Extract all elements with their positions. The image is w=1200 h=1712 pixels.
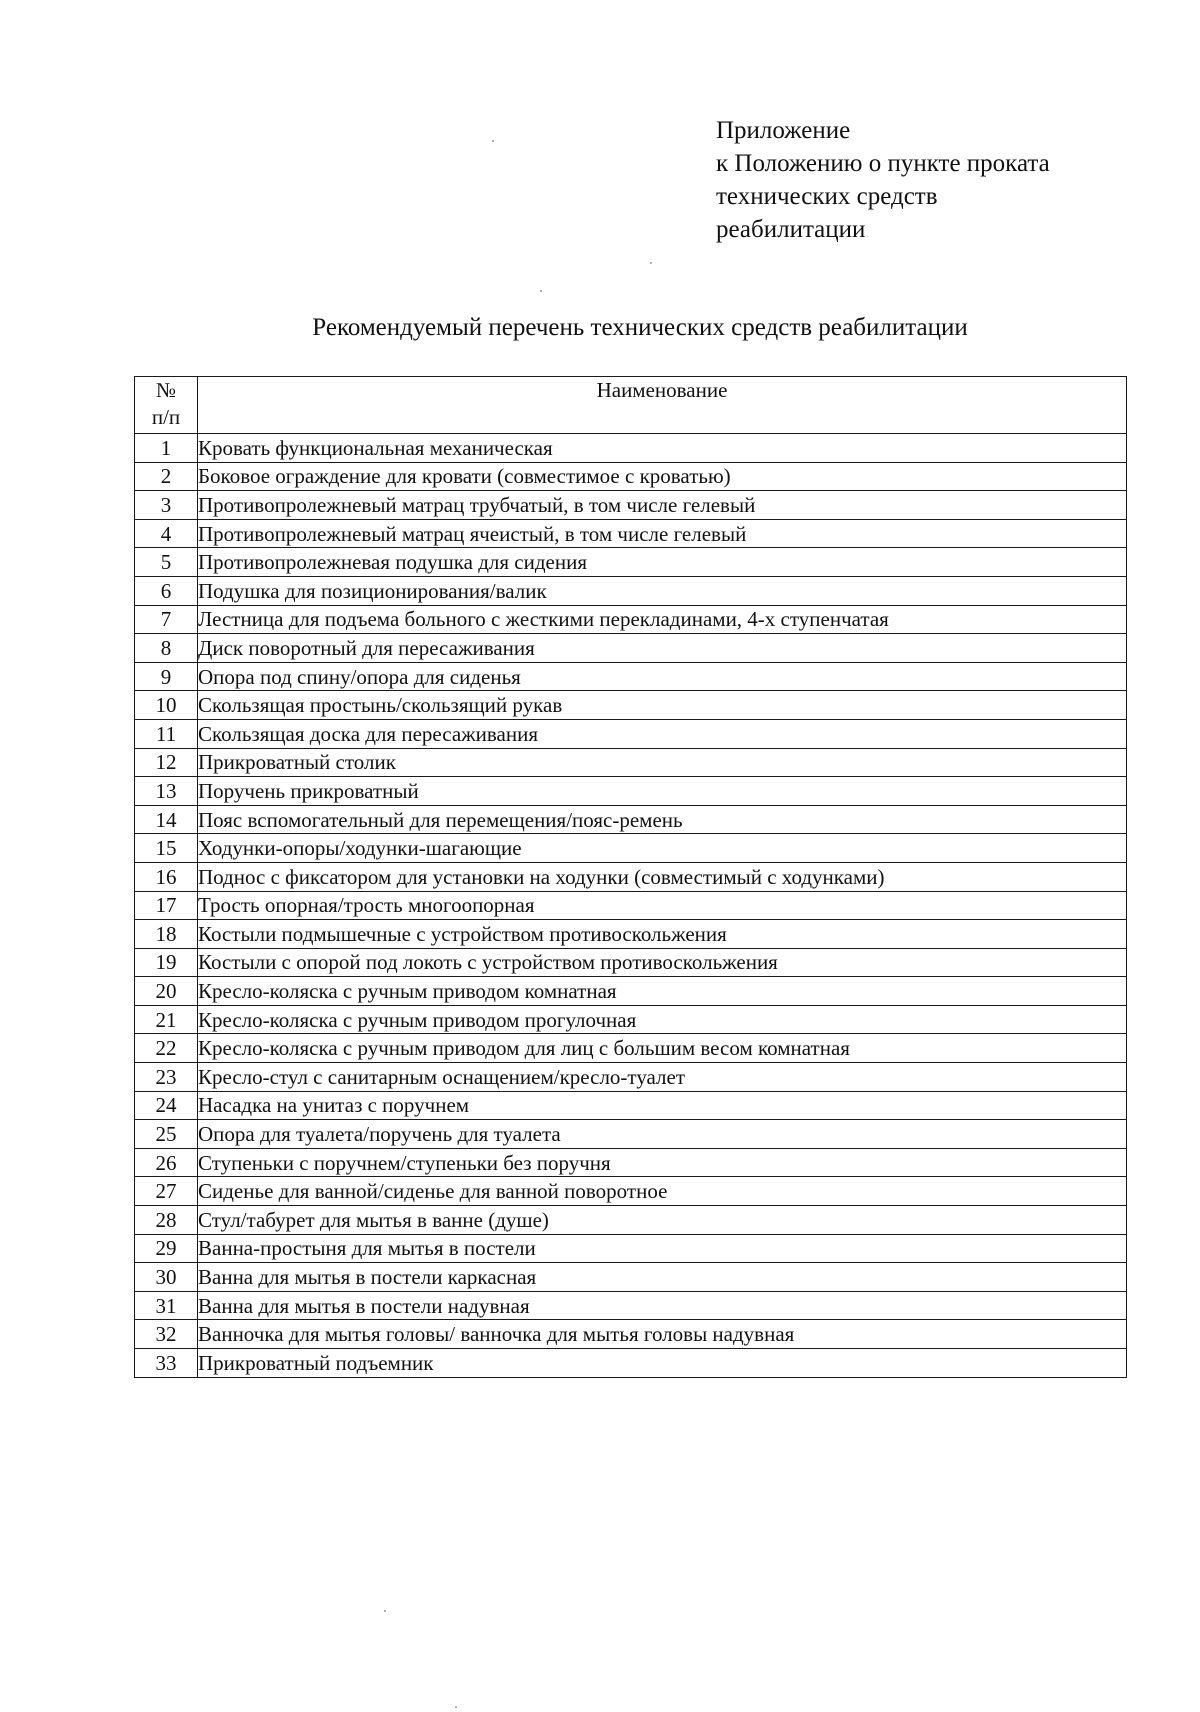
row-number: 26	[135, 1148, 198, 1177]
table-row	[135, 777, 1127, 806]
scan-speck	[384, 1610, 386, 1612]
row-number: 4	[135, 519, 198, 548]
row-number: 24	[135, 1091, 198, 1120]
table-row	[135, 634, 1127, 663]
row-name: Костыли подмышечные с устройством противоскольжения	[198, 920, 1127, 949]
table-row	[135, 1291, 1127, 1320]
row-number: 19	[135, 948, 198, 977]
table-row	[135, 662, 1127, 691]
row-number: 14	[135, 805, 198, 834]
row-name: Кресло-коляска с ручным приводом прогулочная	[198, 1005, 1127, 1034]
column-header-number	[135, 377, 198, 434]
row-name: Ступеньки с поручнем/ступеньки без поручня	[198, 1148, 1127, 1177]
row-number: 20	[135, 977, 198, 1006]
table-row	[135, 1063, 1127, 1092]
table-row	[135, 920, 1127, 949]
table-row	[135, 1005, 1127, 1034]
row-number: 13	[135, 777, 198, 806]
row-name: Насадка на унитаз с поручнем	[198, 1091, 1127, 1120]
row-number: 3	[135, 491, 198, 520]
row-name: Противопролежневый матрац трубчатый, в том числе гелевый	[198, 491, 1127, 520]
row-name: Боковое ограждение для кровати (совместимое с кроватью)	[198, 462, 1127, 491]
row-number: 8	[135, 634, 198, 663]
table-row	[135, 891, 1127, 920]
appendix-line: реабилитации	[716, 216, 866, 243]
row-number: 21	[135, 1005, 198, 1034]
appendix-line: к Положению о пункте проката	[716, 150, 1050, 177]
row-name: Скользящая доска для пересаживания	[198, 719, 1127, 748]
row-name: Ванна для мытья в постели надувная	[198, 1291, 1127, 1320]
row-name: Поднос с фиксатором для установки на ходунки (совместимый с ходунками)	[198, 862, 1127, 891]
row-name: Скользящая простынь/скользящий рукав	[198, 691, 1127, 720]
appendix-line: технических средств	[716, 183, 938, 210]
row-number: 31	[135, 1291, 198, 1320]
row-name: Стул/табурет для мытья в ванне (душе)	[198, 1206, 1127, 1235]
row-name: Ходунки-опоры/ходунки-шагающие	[198, 834, 1127, 863]
scan-speck	[455, 1706, 457, 1708]
table-row	[135, 519, 1127, 548]
table-row	[135, 862, 1127, 891]
row-name: Пояс вспомогательный для перемещения/пояс-ремень	[198, 805, 1127, 834]
row-name: Диск поворотный для пересаживания	[198, 634, 1127, 663]
row-number: 1	[135, 434, 198, 463]
scan-speck	[492, 140, 494, 142]
document-title: Рекомендуемый перечень технических средств реабилитации	[312, 314, 968, 341]
row-name: Ванна для мытья в постели каркасная	[198, 1263, 1127, 1292]
row-name: Кресло-коляска с ручным приводом для лиц с большим весом комнатная	[198, 1034, 1127, 1063]
row-number: 17	[135, 891, 198, 920]
row-number: 22	[135, 1034, 198, 1063]
row-name: Противопролежневая подушка для сидения	[198, 548, 1127, 577]
table-body	[135, 434, 1127, 1378]
row-name: Опора для туалета/поручень для туалета	[198, 1120, 1127, 1149]
table-row	[135, 1234, 1127, 1263]
table-row	[135, 1263, 1127, 1292]
row-number: 33	[135, 1349, 198, 1378]
row-name: Кровать функциональная механическая	[198, 434, 1127, 463]
table-row	[135, 948, 1127, 977]
row-number: 18	[135, 920, 198, 949]
table-row	[135, 491, 1127, 520]
table-row	[135, 605, 1127, 634]
row-number: 15	[135, 834, 198, 863]
table-row	[135, 1177, 1127, 1206]
table-row	[135, 1120, 1127, 1149]
row-name: Ванночка для мытья головы/ ванночка для мытья головы надувная	[198, 1320, 1127, 1349]
row-name: Опора под спину/опора для сиденья	[198, 662, 1127, 691]
row-number: 12	[135, 748, 198, 777]
table-row	[135, 434, 1127, 463]
row-number: 2	[135, 462, 198, 491]
row-name: Противопролежневый матрац ячеистый, в том числе гелевый	[198, 519, 1127, 548]
row-number: 30	[135, 1263, 198, 1292]
row-number: 7	[135, 605, 198, 634]
table-row	[135, 719, 1127, 748]
table-row	[135, 548, 1127, 577]
column-header-name: Наименование	[198, 377, 1127, 434]
table-row	[135, 1206, 1127, 1235]
row-name: Лестница для подъема больного с жесткими перекладинами, 4-х ступенчатая	[198, 605, 1127, 634]
table-row	[135, 977, 1127, 1006]
table-row	[135, 576, 1127, 605]
table-row	[135, 691, 1127, 720]
row-number: 25	[135, 1120, 198, 1149]
table-row	[135, 1148, 1127, 1177]
scan-speck	[540, 290, 542, 292]
column-header-number-line1: №	[155, 378, 177, 402]
table-row	[135, 748, 1127, 777]
row-number: 29	[135, 1234, 198, 1263]
row-name: Поручень прикроватный	[198, 777, 1127, 806]
table-row	[135, 1320, 1127, 1349]
column-header-number-line2: п/п	[151, 405, 181, 429]
row-number: 6	[135, 576, 198, 605]
row-name: Прикроватный подъемник	[198, 1349, 1127, 1378]
row-name: Подушка для позиционирования/валик	[198, 576, 1127, 605]
items-table	[134, 376, 1127, 1378]
scan-speck	[650, 262, 652, 264]
table-row	[135, 834, 1127, 863]
table-header-row	[135, 377, 1127, 434]
row-number: 27	[135, 1177, 198, 1206]
table-row	[135, 462, 1127, 491]
row-number: 28	[135, 1206, 198, 1235]
row-name: Кресло-стул с санитарным оснащением/кресло-туалет	[198, 1063, 1127, 1092]
table-row	[135, 805, 1127, 834]
row-name: Ванна-простыня для мытья в постели	[198, 1234, 1127, 1263]
row-number: 23	[135, 1063, 198, 1092]
row-name: Костыли с опорой под локоть с устройством противоскольжения	[198, 948, 1127, 977]
appendix-header	[716, 114, 1156, 246]
appendix-line: Приложение	[716, 117, 851, 144]
row-number: 10	[135, 691, 198, 720]
row-name: Кресло-коляска с ручным приводом комнатная	[198, 977, 1127, 1006]
row-name: Сиденье для ванной/сиденье для ванной поворотное	[198, 1177, 1127, 1206]
table-row	[135, 1349, 1127, 1378]
row-number: 5	[135, 548, 198, 577]
row-name: Прикроватный столик	[198, 748, 1127, 777]
row-number: 9	[135, 662, 198, 691]
row-name: Трость опорная/трость многоопорная	[198, 891, 1127, 920]
row-number: 11	[135, 719, 198, 748]
table-row	[135, 1091, 1127, 1120]
row-number: 32	[135, 1320, 198, 1349]
row-number: 16	[135, 862, 198, 891]
table-row	[135, 1034, 1127, 1063]
